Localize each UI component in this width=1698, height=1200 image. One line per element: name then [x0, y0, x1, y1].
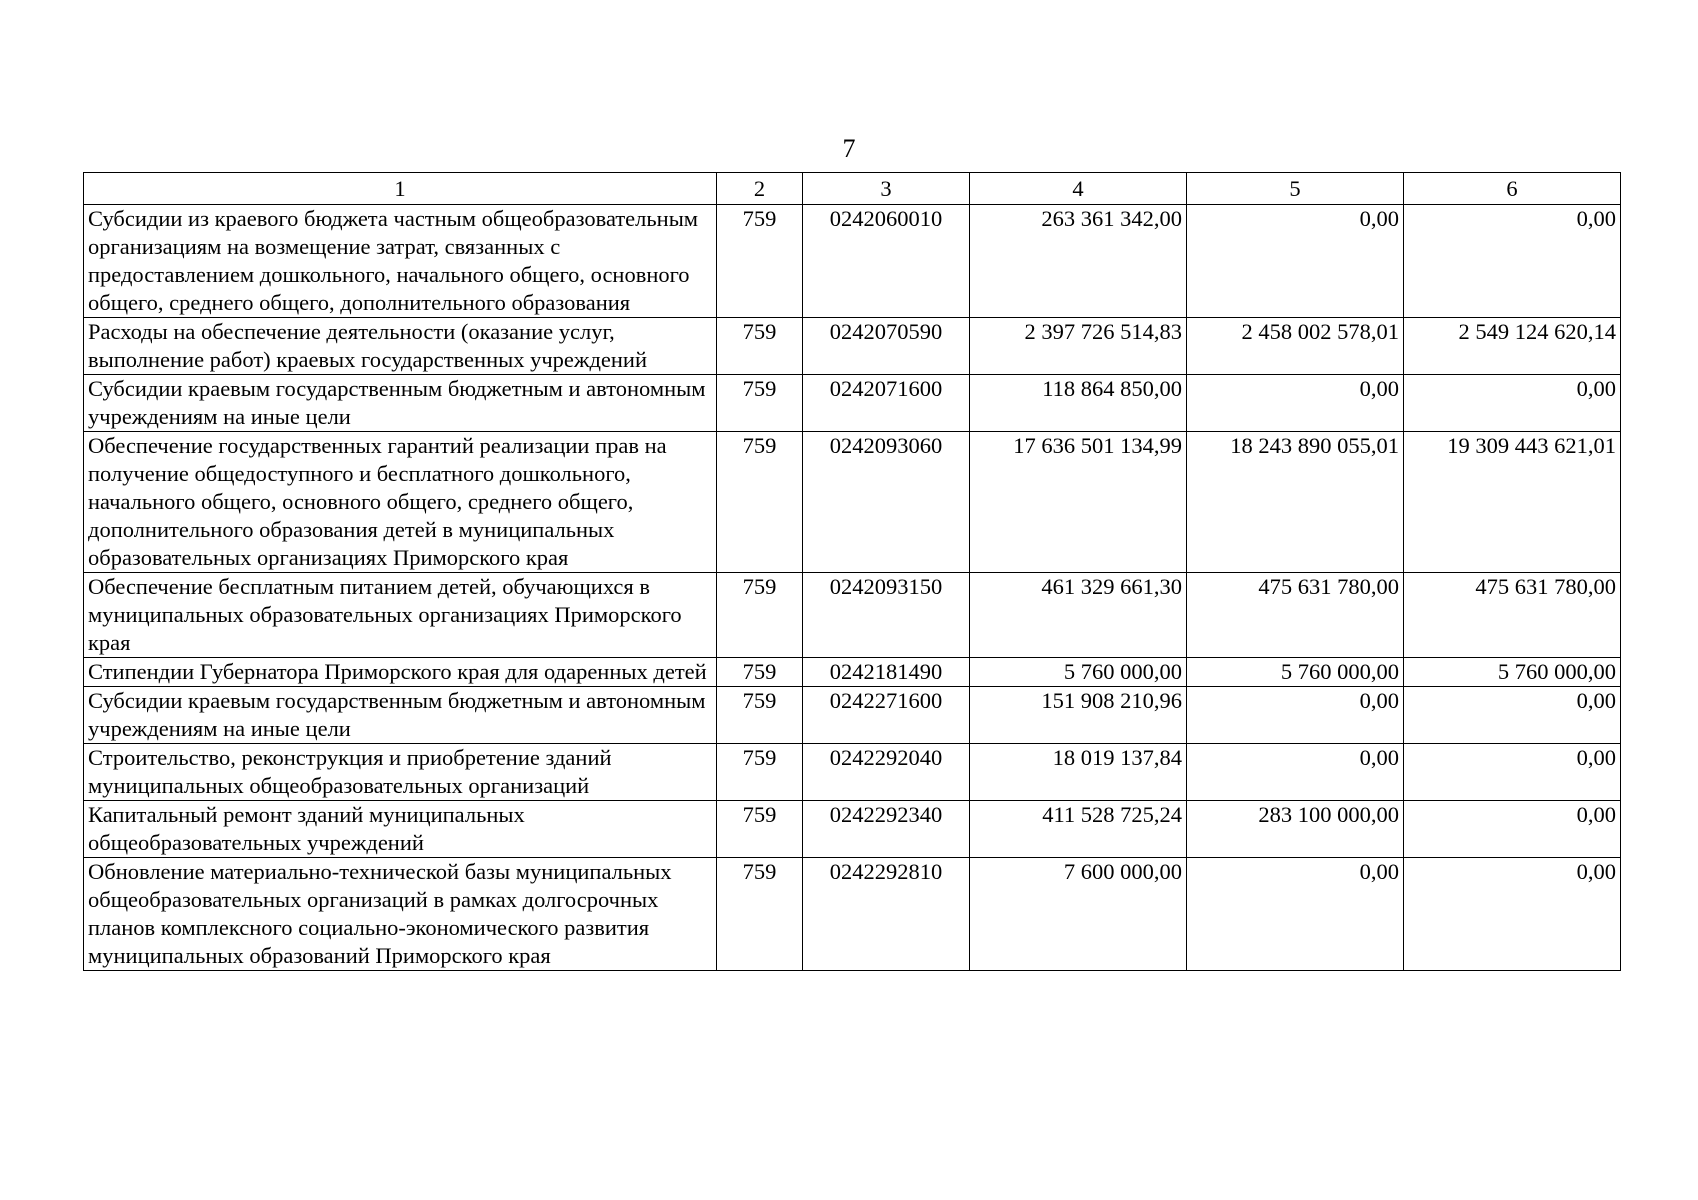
table-row [84, 687, 1621, 744]
row-value-6: 0,00 [1404, 858, 1621, 971]
row-value-4: 263 361 342,00 [970, 205, 1187, 318]
row-target-code: 0242093060 [803, 432, 970, 573]
row-name: Стипендии Губернатора Приморского края для одаренных детей [84, 658, 717, 687]
table-row [84, 801, 1621, 858]
row-name: Субсидии краевым государственным бюджетным и автономным учреждениям на иные цели [84, 375, 717, 432]
column-header-5: 5 [1187, 173, 1404, 205]
row-ministry-code: 759 [717, 432, 803, 573]
row-value-5: 0,00 [1187, 205, 1404, 318]
row-target-code: 0242070590 [803, 318, 970, 375]
table-row [84, 375, 1621, 432]
row-target-code: 0242271600 [803, 687, 970, 744]
row-name: Строительство, реконструкция и приобретение зданий муниципальных общеобразовательных организаций [84, 744, 717, 801]
row-value-6: 0,00 [1404, 375, 1621, 432]
row-ministry-code: 759 [717, 205, 803, 318]
row-name: Расходы на обеспечение деятельности (оказание услуг, выполнение работ) краевых государственных учреждений [84, 318, 717, 375]
row-ministry-code: 759 [717, 375, 803, 432]
row-target-code: 0242292040 [803, 744, 970, 801]
row-value-5: 5 760 000,00 [1187, 658, 1404, 687]
table-row [84, 432, 1621, 573]
row-name: Капитальный ремонт зданий муниципальных общеобразовательных учреждений [84, 801, 717, 858]
row-value-6: 0,00 [1404, 687, 1621, 744]
row-value-5: 475 631 780,00 [1187, 573, 1404, 658]
column-header-6: 6 [1404, 173, 1621, 205]
row-value-6: 0,00 [1404, 801, 1621, 858]
row-name: Субсидии краевым государственным бюджетным и автономным учреждениям на иные цели [84, 687, 717, 744]
row-value-4: 17 636 501 134,99 [970, 432, 1187, 573]
row-value-4: 461 329 661,30 [970, 573, 1187, 658]
row-ministry-code: 759 [717, 801, 803, 858]
table-header-row [84, 173, 1621, 205]
row-name: Обеспечение бесплатным питанием детей, обучающихся в муниципальных образовательных организациях Приморского края [84, 573, 717, 658]
row-ministry-code: 759 [717, 573, 803, 658]
row-target-code: 0242060010 [803, 205, 970, 318]
page-number: 7 [842, 134, 856, 163]
row-value-4: 118 864 850,00 [970, 375, 1187, 432]
row-value-5: 18 243 890 055,01 [1187, 432, 1404, 573]
table-row [84, 658, 1621, 687]
table-row [84, 744, 1621, 801]
row-target-code: 0242292340 [803, 801, 970, 858]
row-value-4: 18 019 137,84 [970, 744, 1187, 801]
row-value-4: 2 397 726 514,83 [970, 318, 1187, 375]
row-value-4: 411 528 725,24 [970, 801, 1187, 858]
table-row [84, 573, 1621, 658]
row-value-6: 5 760 000,00 [1404, 658, 1621, 687]
row-value-4: 151 908 210,96 [970, 687, 1187, 744]
row-target-code: 0242292810 [803, 858, 970, 971]
table-row [84, 858, 1621, 971]
row-ministry-code: 759 [717, 658, 803, 687]
row-value-6: 0,00 [1404, 744, 1621, 801]
row-ministry-code: 759 [717, 318, 803, 375]
row-name: Обеспечение государственных гарантий реализации прав на получение общедоступного и бесплатного дошкольного, начального общего, основного общего, среднего общего, дополнительного образования детей в муниципальных образовательных организациях Приморского края [84, 432, 717, 573]
row-ministry-code: 759 [717, 687, 803, 744]
column-header-2: 2 [717, 173, 803, 205]
row-target-code: 0242071600 [803, 375, 970, 432]
row-name: Обновление материально-технической базы муниципальных общеобразовательных организаций в рамках долгосрочных планов комплексного социально-экономического развития муниципальных образований Приморского края [84, 858, 717, 971]
row-name: Субсидии из краевого бюджета частным общеобразовательным организациям на возмещение затрат, связанных с предоставлением дошкольного, начального общего, основного общего, среднего общего, дополнительного образования [84, 205, 717, 318]
row-ministry-code: 759 [717, 744, 803, 801]
row-value-4: 5 760 000,00 [970, 658, 1187, 687]
row-value-5: 0,00 [1187, 858, 1404, 971]
column-header-1: 1 [84, 173, 717, 205]
row-value-4: 7 600 000,00 [970, 858, 1187, 971]
row-value-6: 0,00 [1404, 205, 1621, 318]
column-header-4: 4 [970, 173, 1187, 205]
row-ministry-code: 759 [717, 858, 803, 971]
row-value-5: 0,00 [1187, 375, 1404, 432]
row-target-code: 0242093150 [803, 573, 970, 658]
row-value-6: 2 549 124 620,14 [1404, 318, 1621, 375]
budget-table [83, 172, 1621, 971]
table-row [84, 205, 1621, 318]
row-target-code: 0242181490 [803, 658, 970, 687]
row-value-6: 19 309 443 621,01 [1404, 432, 1621, 573]
row-value-5: 283 100 000,00 [1187, 801, 1404, 858]
row-value-5: 2 458 002 578,01 [1187, 318, 1404, 375]
table-row [84, 318, 1621, 375]
row-value-5: 0,00 [1187, 687, 1404, 744]
row-value-5: 0,00 [1187, 744, 1404, 801]
column-header-3: 3 [803, 173, 970, 205]
row-value-6: 475 631 780,00 [1404, 573, 1621, 658]
